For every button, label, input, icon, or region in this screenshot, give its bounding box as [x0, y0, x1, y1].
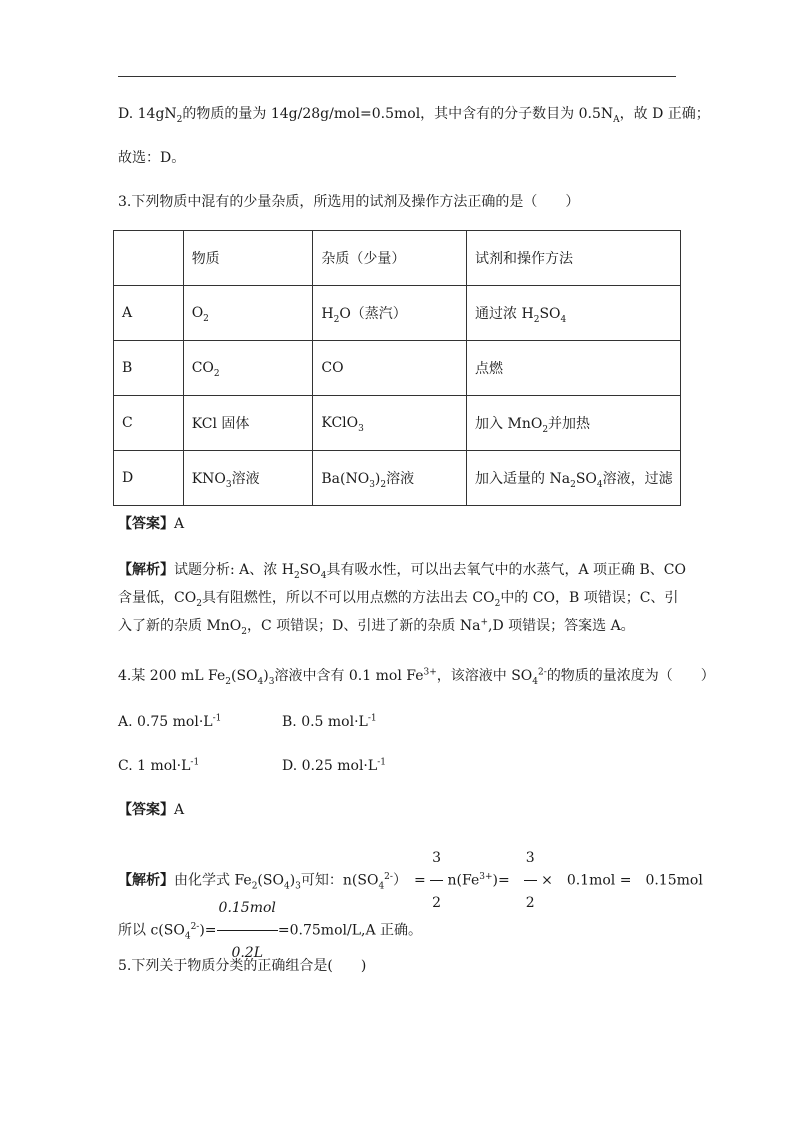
- fraction: $\frac{\text{0.15mol}}{0.2L}$: [217, 886, 278, 975]
- substance-cell: $O_2$: [183, 286, 313, 341]
- substance-cell: $KNO_3$溶液: [183, 451, 313, 506]
- q2-choice: 故选：D。: [118, 150, 186, 166]
- q4-answer: 【答案】A: [118, 802, 185, 818]
- q3-table: [113, 230, 681, 506]
- impurity-cell: KClO$_3$: [313, 396, 467, 451]
- q4-analysis: 【解析】由化学式 $Fe_2(SO_4)_3$可知：$n(SO_4^{2-})$ = $\frac{3}{2}$ $n(Fe^{3+})=$ $\frac{3}{2}$ × 0.1mol = 0.15mol: [118, 836, 703, 925]
- row-label: A: [114, 286, 184, 341]
- method-cell: 点燃: [467, 341, 681, 396]
- q3-stem: 3.下列物质中混有的少量杂质，所选用的试剂及操作方法正确的是（ ）: [118, 194, 580, 210]
- q4-option-b[interactable]: B. 0.5 $mol\cdot L^{-1}$: [282, 713, 377, 730]
- row-label: C: [114, 396, 184, 451]
- impurity-cell: $Ba(NO_3)_2$溶液: [313, 451, 467, 506]
- fraction: $\frac{3}{2}$: [524, 836, 537, 925]
- method-cell: 加入 MnO$_2$并加热: [467, 396, 681, 451]
- method-cell: 加入适量的 $Na_2SO_4$溶液，过滤: [467, 451, 681, 506]
- method-cell: 通过浓 $H_2SO_4$: [467, 286, 681, 341]
- header-rule: [118, 76, 676, 77]
- header-cell: [114, 231, 184, 286]
- q5-stem: 5.下列关于物质分类的正确组合是( ): [118, 958, 367, 974]
- table-row: [114, 451, 681, 506]
- row-label: D: [114, 451, 184, 506]
- q4-analysis-line2: 所以 $c(SO_4^{2-})=$ $\frac{\text{0.15mol}}{0.2L}$ =0.75mol/L,A 正确。: [118, 886, 422, 975]
- q3-answer: 【答案】A: [118, 516, 185, 532]
- header-cell: 试剂和操作方法: [467, 231, 681, 286]
- q3-analysis: 【解析】试题分析: A、浓 $H_2SO_4$具有吸水性，可以出去氧气中的水蒸气，A 项正确 B、CO 含量低，$CO_2$具有阻燃性，所以不可以用点燃的方法出去 $CO_2$中的 CO，B 项错误；C、引 入了新的杂质 MnO$_2$，C 项错误；D、引进了新的杂质 Na+,D 项错误；答案选 A。: [118, 562, 686, 637]
- table-row: [114, 341, 681, 396]
- table-row: [114, 286, 681, 341]
- fraction: $\frac{3}{2}$: [430, 836, 443, 925]
- substance-cell: $CO_2$: [183, 341, 313, 396]
- table-row: [114, 396, 681, 451]
- impurity-cell: $H_2O$（蒸汽）: [313, 286, 467, 341]
- header-cell: 杂质（少量）: [313, 231, 467, 286]
- q2-option-d-explanation: D. $14gN_2$的物质的量为 14g/28g/mol=0.5mol，其中含有的分子数目为 $0.5N_A$，故 D 正确；: [118, 106, 710, 125]
- table-header-row: [114, 231, 681, 286]
- q4-option-a[interactable]: A. 0.75 $mol\cdot L^{-1}$: [118, 713, 222, 730]
- row-label: B: [114, 341, 184, 396]
- substance-cell: KCl 固体: [183, 396, 313, 451]
- impurity-cell: CO: [313, 341, 467, 396]
- q4-option-d[interactable]: D. 0.25 $mol\cdot L^{-1}$: [282, 757, 386, 774]
- q4-option-c[interactable]: C. 1 $mol\cdot L^{-1}$: [118, 757, 200, 774]
- header-cell: 物质: [183, 231, 313, 286]
- q4-stem: 4.某 200 mL $Fe_2(SO_4)_3$溶液中含有 0.1 mol $Fe^{3+}$，该溶液中 $SO_4^{2-}$的物质的量浓度为（ ）: [118, 667, 715, 687]
